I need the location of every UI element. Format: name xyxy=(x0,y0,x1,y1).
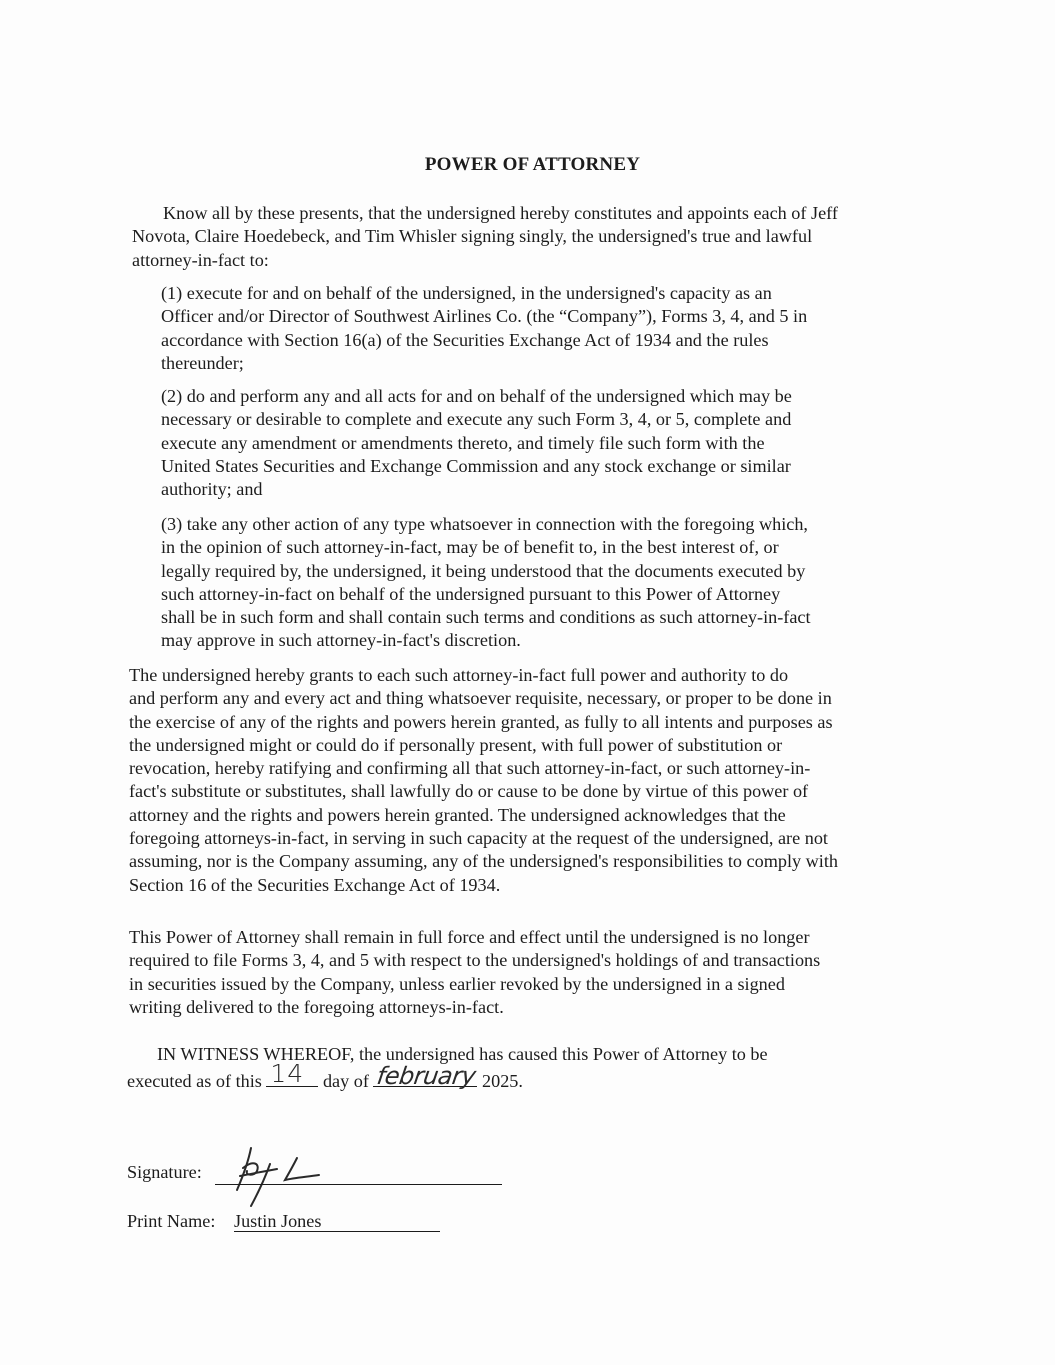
day-field[interactable] xyxy=(266,1059,318,1088)
document-title: POWER OF ATTORNEY xyxy=(424,154,641,175)
clause-3-paragraph: (3) take any other action of any type whatsoever in connection with the foregoing which, in the opinion of such attorney-in-fact, may be of benefit to, in the best interest of, or legally required by, the undersigned, it being understood that the documents executed by such attorney-in-fact on behalf of the undersigned pursuant to this Power of Attorney shall be in such form and shall contain such terms and conditions as such attorney-in-fact may approve in such attorney-in-fact's discretion. xyxy=(161,514,811,651)
grant-of-authority-paragraph: The undersigned hereby grants to each such attorney-in-fact full power and authority to do and perform any and every act and thing whatsoever requisite, necessary, or proper to be done in the exercise of any of the rights and powers herein granted, as fully to all intents and purposes as the undersigned might or could do if personally present, with full power of substitution or revocation, hereby ratifying and confirming all that such attorney-in-fact, or such attorney-in- fact's substitute or substitutes, shall lawfully do or cause to be done by virtue of this power of attorney and the rights and powers herein granted. The undersigned acknowledges that the foregoing attorneys-in-fact, in serving in such capacity at the request of the undersigned, are not assuming, nor is the Company assuming, any of the undersigned's responsibilities to comply with Section 16 of the Securities Exchange Act of 1934. xyxy=(129,665,838,895)
clause-2-paragraph: (2) do and perform any and all acts for and on behalf of the undersigned which may be necessary or desirable to complete and execute any such Form 3, 4, or 5, complete and execute any amendment or amendments thereto, and timely file such form with the United States Securities and Exchange Commission and any stock exchange or similar authority; and xyxy=(161,386,792,500)
print-name-label: Print Name: xyxy=(127,1211,216,1231)
year-text: 2025. xyxy=(482,1071,523,1091)
day-of-text: day of xyxy=(322,1071,369,1091)
handwritten-month: february xyxy=(375,1062,478,1090)
signature-label: Signature: xyxy=(127,1162,202,1182)
print-name-field[interactable] xyxy=(234,1211,440,1232)
execution-date-line xyxy=(127,1059,523,1092)
intro-paragraph: Know all by these presents, that the undersigned hereby constitutes and appoints each of Jeff Novota, Claire Hoedebeck, and Tim Whisler signing singly, the undersigned's true and lawful attorney-in-fact to: xyxy=(132,203,838,270)
handwritten-signature xyxy=(215,1138,325,1208)
executed-prefix: executed as of this xyxy=(127,1071,262,1091)
witness-clause: IN WITNESS WHEREOF, the undersigned has caused this Power of Attorney to be xyxy=(157,1044,768,1064)
duration-paragraph: This Power of Attorney shall remain in full force and effect until the undersigned is no longer required to file Forms 3, 4, and 5 with respect to the undersigned's holdings of and transactions in securities issued by the Company, unless earlier revoked by the undersigned in a signed writing delivered to the foregoing attorneys-in-fact. xyxy=(129,927,821,1017)
clause-1-paragraph: (1) execute for and on behalf of the undersigned, in the undersigned's capacity as an Officer and/or Director of Southwest Airlines Co. (the “Company”), Forms 3, 4, and 5 in accordance with Section 16(a) of the Securities Exchange Act of 1934 and the rules thereunder; xyxy=(161,283,808,373)
month-field[interactable] xyxy=(373,1062,478,1090)
signature-line[interactable] xyxy=(215,1184,502,1185)
print-name-value: Justin Jones xyxy=(234,1211,322,1231)
handwritten-day: 14 xyxy=(270,1059,305,1088)
